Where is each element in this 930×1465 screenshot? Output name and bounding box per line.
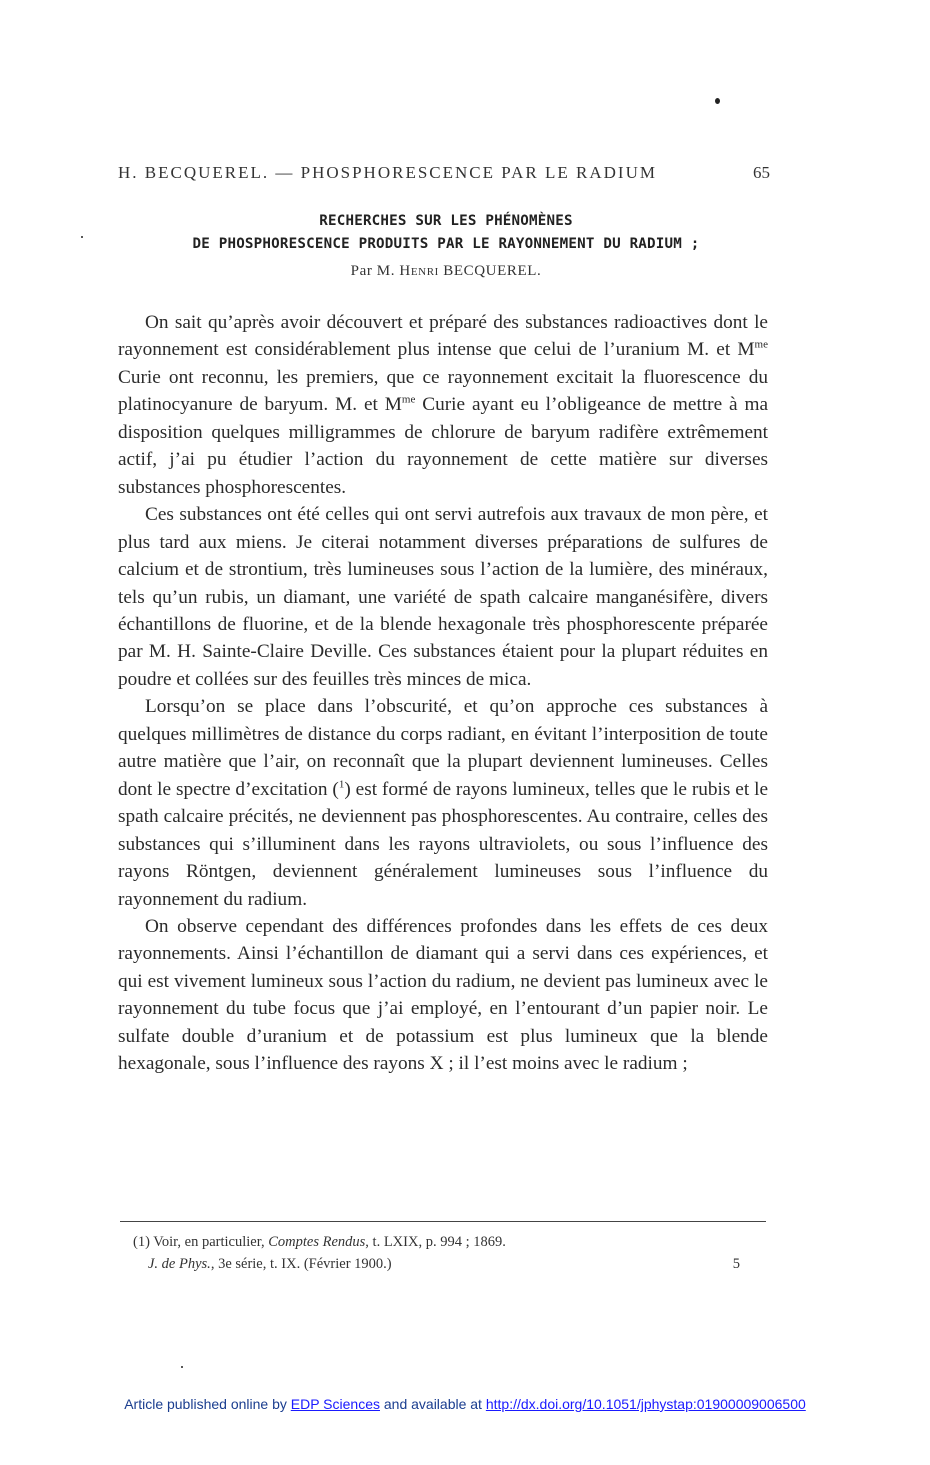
superscript-mme: me — [401, 393, 416, 406]
paragraph-1-part-c: Curie ayant eu l’obligeance de mettre à ma disposition quelques milligrammes de chlorure de baryum radifère extrêmement actif, j’ai pu étudier l’action du rayonnement de cette matière sur diverses substances phosphorescentes. — [118, 394, 769, 498]
paragraph-2: Ces substances ont été celles qui ont servi autrefois aux travaux de mon père, et plus tard aux miens. Je citerai notamment diverses préparations de sulfures de calcium et de strontium, très lumineuses sous l’action de la lumière, des minéraux, tels qu’un rubis, un diamant, une variété de spath calcaire manganésifère, divers échantillons de fluorine, et de la blende hexagonale très phosphorescente préparée par M. H. Sainte-Claire Deville. Ces substances étaient pour la plupart réduites en poudre et collées sur des feuilles très minces de mica. — [118, 504, 768, 690]
source-line — [148, 1256, 740, 1273]
sheet-number: 5 — [732, 1256, 740, 1272]
footnote — [133, 1234, 506, 1251]
author-first-name: Henri — [399, 263, 439, 279]
footnote-text-pre: Voir, en particulier, — [149, 1234, 269, 1250]
article-body — [118, 309, 768, 1078]
article-title-line-2: DE PHOSPHORESCENCE PRODUITS PAR LE RAYONNEMENT DU RADIUM ; — [192, 236, 700, 252]
ink-speck — [181, 1366, 183, 1368]
paragraph-1-part-b: Curie ont reconnu, les premiers, que ce rayonnement excitait la fluorescence du platinocyanure de baryum. M. et M — [118, 366, 768, 416]
paragraph-1 — [118, 309, 768, 501]
publisher-middle: and available at — [379, 1396, 486, 1412]
paragraph-3-part-a: Lorsqu’on se place dans l’obscurité, et qu’on approche ces substances à quelques millimètres de distance du corps radiant, en évitant l’interposition de toute autre matière que l’air, on reconnaît que la plupart deviennent lumineuses. Celles dont le spectre d’excitation ( — [118, 696, 768, 800]
paragraph-3-part-b: ) est formé de rayons lumineux, telles que le rubis et le spath calcaire précités, ne deviennent pas phosphorescentes. Au contraire, celles des substances qui s’illuminent dans les rayons ultraviolets, ou sous l’influence des rayons Röntgen, deviennent généralement lumineuses sous l’influence du rayonnement du radium. — [118, 778, 768, 910]
running-head-title: H. BECQUEREL. — PHOSPHORESCENCE PAR LE RADIUM — [118, 163, 657, 182]
byline — [118, 263, 774, 280]
paragraph-1-part-a: On sait qu’après avoir découvert et préparé des substances radioactives dont le rayonnement est considérablement plus intense que celui de l’uranium M. et M — [118, 312, 768, 361]
publisher-link[interactable]: EDP Sciences — [290, 1396, 380, 1412]
footnote-marker: (1) — [133, 1234, 150, 1250]
running-head — [118, 163, 770, 183]
page-number: 65 — [753, 163, 770, 182]
publisher-bar — [0, 1396, 930, 1412]
doi-link[interactable]: http://dx.doi.org/10.1051/jphystap:01900009006500 — [485, 1396, 806, 1412]
superscript-mme: me — [754, 339, 768, 352]
byline-prefix: Par M. — [350, 263, 400, 279]
ink-speck — [81, 236, 83, 238]
footnote-rule — [120, 1221, 766, 1222]
author-last-name: BECQUEREL. — [443, 263, 542, 279]
source-journal: J. de Phys. — [148, 1256, 211, 1272]
publisher-prefix: Article published online by — [124, 1396, 291, 1412]
ink-speck — [715, 98, 720, 104]
footnote-text-post: , t. LXIX, p. 994 ; 1869. — [365, 1234, 506, 1250]
article-title-line-1: RECHERCHES SUR LES PHÉNOMÈNES — [319, 213, 573, 229]
paragraph-4: On observe cependant des différences profondes dans les effets de ces deux rayonnements. Ainsi l’échantillon de diamant qui a servi dans ces expériences, et qui est vivement lumineux sous l’action du radium, ne devient pas lumineux avec le rayonnement du tube focus que j’ai employé, en l’entourant d’un papier noir. Le sulfate double d’uranium et de potassium est plus lumineux que la blende hexagonale, sous l’influence des rayons X ; il l’est moins avec le radium ; — [118, 915, 768, 1075]
footnote-journal: Comptes Rendus — [268, 1234, 366, 1250]
footnote-reference: 1 — [338, 778, 345, 791]
source-details: , 3e série, t. IX. (Février 1900.) — [210, 1256, 392, 1272]
paragraph-3 — [118, 693, 768, 913]
